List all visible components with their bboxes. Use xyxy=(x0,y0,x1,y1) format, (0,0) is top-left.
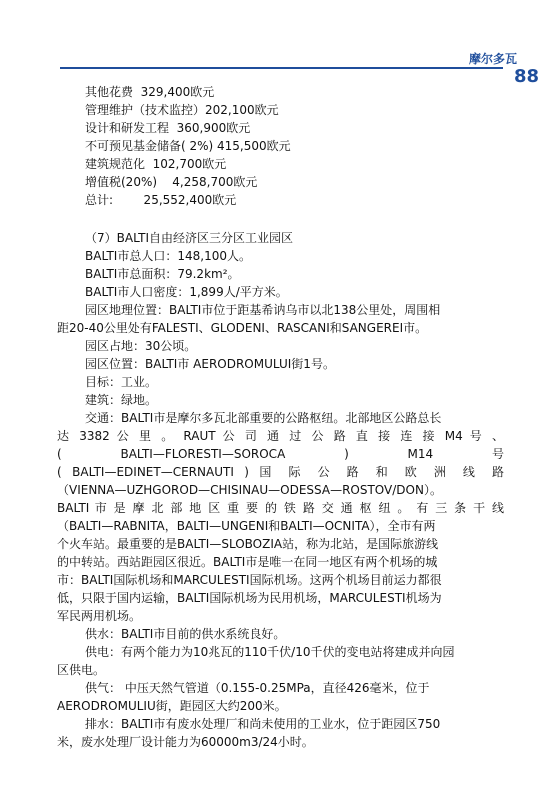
cost-line: 设计和研发工程 360,900欧元 xyxy=(85,121,251,135)
cost-line: 增值税(20%) 4,258,700欧元 xyxy=(85,175,258,189)
transport-line: 交通：BALTI市是摩尔多瓦北部重要的公路枢纽。北部地区公路总长 xyxy=(85,411,442,425)
paragraph-spacer xyxy=(57,209,504,229)
gas-line: AERODROMULIU街，距园区大约200米。 xyxy=(57,699,287,713)
power-line: 供电：有两个能力为10兆瓦的110千伏/10千伏的变电站将建成并向园 xyxy=(85,645,455,659)
page-body xyxy=(57,83,504,751)
power-line: 区供电。 xyxy=(57,663,106,677)
location-line: 距20-40公里处有FALESTI、GLODENI、RASCANI和SANGEREI市。 xyxy=(57,321,428,335)
transport-line: 达 3382 公 里 。 RAUT 公 司 通 过 公 路 直 接 连 接 M4 号 、 xyxy=(57,429,504,443)
water-line: 供水：BALTI市目前的供水系统良好。 xyxy=(85,627,286,641)
transport-line: ( BALTI—FLORESTI—SOROCA ) M14 号 xyxy=(57,447,504,461)
transport-line: 市：BALTI国际机场和MARCULESTI国际机场。这两个机场目前运力都很 xyxy=(57,573,442,587)
header-title: 摩尔多瓦 xyxy=(468,52,517,66)
transport-line: 军民两用机场。 xyxy=(57,609,142,623)
park-position-line: 园区位置：BALTI市 AERODROMULUI街1号。 xyxy=(85,357,335,371)
transport-line: 低，只限于国内运输，BALTI国际机场为民用机场，MARCULESTI机场为 xyxy=(57,591,442,605)
section-title: （7）BALTI自由经济区三分区工业园区 xyxy=(85,231,293,245)
header-rule xyxy=(60,67,503,69)
density-line: BALTI市人口密度：1,899人/平方米。 xyxy=(85,285,288,299)
cost-line: 不可预见基金储备( 2%) 415,500欧元 xyxy=(85,139,291,153)
area-line: BALTI市总面积：79.2km²。 xyxy=(85,267,240,281)
location-line: 园区地理位置：BALTI市位于距基希讷乌市以北138公里处，周围相 xyxy=(85,303,441,317)
construction-line: 建筑：绿地。 xyxy=(85,393,158,407)
drainage-line: 排水：BALTI市有废水处理厂和尚未使用的工业水，位于距园区750 xyxy=(85,717,441,731)
goal-line: 目标：工业。 xyxy=(85,375,158,389)
transport-line: 的中转站。西站距园区很近。BALTI市是唯一在同一地区有两个机场的城 xyxy=(57,555,438,569)
cost-line: 其他花费 329,400欧元 xyxy=(85,85,215,99)
gas-line: 供气： 中压天然气管道（0.155-0.25MPa，直径426毫米，位于 xyxy=(85,681,430,695)
cost-total-line: 总计: 25,552,400欧元 xyxy=(85,193,237,207)
park-area-line: 园区占地：30公顷。 xyxy=(85,339,197,353)
population-line: BALTI市总人口：148,100人。 xyxy=(85,249,251,263)
cost-line: 管理维护（技术监控）202,100欧元 xyxy=(85,103,279,117)
transport-line: （VIENNA—UZHGOROD—CHISINAU—ODESSA—ROSTOV/DON）。 xyxy=(57,483,442,497)
transport-line: 个火车站。最重要的是BALTI—SLOBOZIA站，称为北站，是国际旅游线 xyxy=(57,537,439,551)
page-number: 88 xyxy=(513,66,539,87)
transport-line: （BALTI—RABNITA，BALTI—UNGENI和BALTI—OCNITA），全市有两 xyxy=(57,519,436,533)
transport-line: BALTI 市 是 摩 北 部 地 区 重 要 的 铁 路 交 通 枢 纽 。 有 三 条 干 线 xyxy=(57,501,504,515)
transport-line: ( BALTI—EDINET—CERNAUTI ) 国 际 公 路 和 欧 洲 线 路 xyxy=(57,465,504,479)
drainage-line: 米，废水处理厂设计能力为60000m3/24小时。 xyxy=(57,735,314,749)
cost-line: 建筑规范化 102,700欧元 xyxy=(85,157,227,171)
